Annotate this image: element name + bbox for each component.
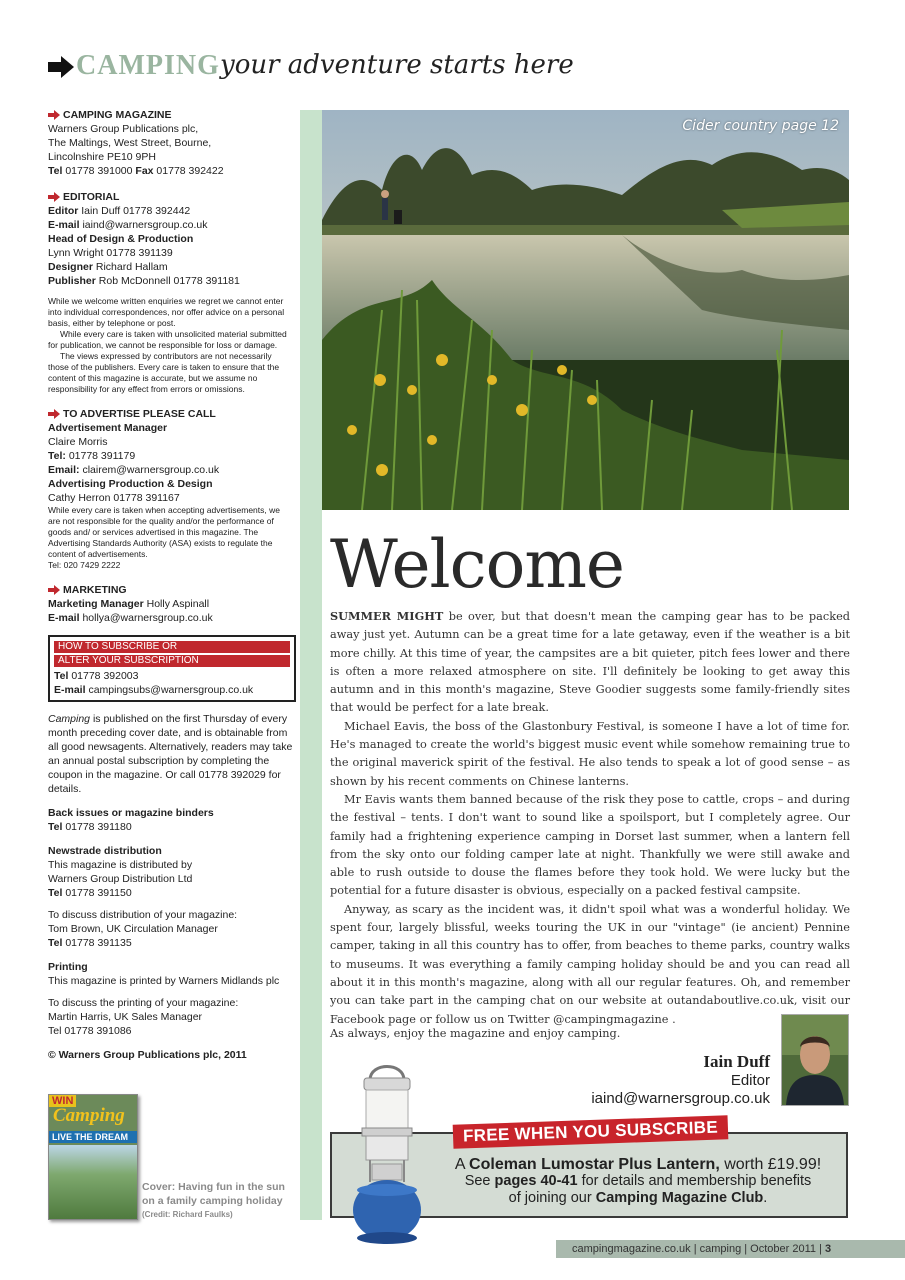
cover-logo: Camping (53, 1105, 125, 1126)
subscribe-box (48, 635, 296, 702)
signature-role: Editor (730, 1072, 770, 1089)
ad-production-name: Cathy Herron 01778 391167 (48, 492, 180, 504)
design-head-label: Head of Design & Production (48, 233, 194, 245)
editor-line: Editor Iain Duff 01778 392442 (48, 205, 191, 217)
article-paragraph: Michael Eavis, the boss of the Glastonbury Festival, is someone I have a lot of time for. He's managed to create the world's biggest music event while somehow remaining true to the original maverick spirit of the festival. He also tends to speak a lot of good sense – as shown by his recent comments on Chinese lanterns. (330, 719, 850, 788)
cover-credit: (Credit: Richard Faulks) (142, 1210, 233, 1219)
photo-caption: Cider country page 12 (682, 118, 839, 134)
marketing-manager-line: Marketing Manager Holly Aspinall (48, 598, 210, 610)
signature-email[interactable]: iaind@warnersgroup.co.uk (591, 1090, 770, 1107)
design-head-name: Lynn Wright 01778 391139 (48, 247, 173, 259)
editor-portrait (781, 1014, 849, 1106)
copyright: © Warners Group Publications plc, 2011 (48, 1049, 247, 1061)
disclaimer: While we welcome written enquiries we regret we cannot enter into individual correspondences, nor offer advice on a personal basis, either by telephone or post. While every care is taken with unsolicited material submitted for publication, we cannot be responsible for loss or damage. The views expressed by contributors are not necessarily those of the publishers. Every care is taken to ensure that the content of this magazine is accurate, but we assume no responsibility for any effect from errors or omissions. (48, 296, 287, 394)
ad-manager-name: Claire Morris (48, 436, 108, 448)
cover-dream-label: LIVE THE DREAM (49, 1131, 138, 1143)
promo-line-3: of joining our Camping Magazine Club. (508, 1190, 768, 1206)
masthead-column (48, 108, 293, 1062)
editorial-heading: EDITORIAL (48, 190, 293, 204)
arrow-right-icon (48, 56, 74, 78)
marketing-email-line: E-mail hollya@warnersgroup.co.uk (48, 612, 213, 624)
red-arrow-icon (48, 110, 60, 120)
red-arrow-icon (48, 585, 60, 595)
lake-scene-graphic (322, 110, 849, 510)
signature-name: Iain Duff (703, 1052, 770, 1071)
subscribe-tel: Tel 01778 392003 (54, 670, 139, 682)
promo-text (420, 1156, 856, 1207)
marketing-heading: MARKETING (48, 583, 293, 597)
back-issues: Back issues or magazine binders Tel 01778 391180 (48, 807, 214, 833)
magazine-phone: Tel 01778 391000 Fax 01778 392422 (48, 165, 224, 177)
cover-scene (49, 1145, 137, 1219)
ad-email-link[interactable]: clairem@warnersgroup.co.uk (82, 464, 220, 476)
red-arrow-icon (48, 192, 60, 202)
subscribe-bar: HOW TO SUBSCRIBE OR (54, 641, 290, 653)
address-line: The Maltings, West Street, Bourne, (48, 137, 212, 149)
cover-win-label: WIN (49, 1095, 76, 1107)
designer-line: Designer Richard Hallam (48, 261, 168, 273)
page-number: 3 (825, 1243, 832, 1255)
ad-tel-line: Tel: 01778 391179 (48, 450, 136, 462)
printing: Printing This magazine is printed by Warners Midlands plc To discuss the printing of your magazine: Martin Harris, UK Sales Manager Tel 01778 391086 (48, 961, 280, 1037)
article-closing: As always, enjoy the magazine and enjoy camping. (330, 1027, 621, 1040)
publishing-note: Camping is published on the first Thursday of every month preceding cover date, and is obtainable from all good newsagents. Alternatively, readers may take an annual postal subscription by completing the coupon in the magazine. Or call 01778 392029 for details. (48, 713, 293, 795)
footer-issue: October 2011 (750, 1243, 817, 1255)
ad-manager-label: Advertisement Manager (48, 422, 168, 434)
green-strip (300, 110, 322, 1220)
promo-line-2: See pages 40-41 for details and membership benefits (464, 1173, 812, 1189)
section-tagline: your adventure starts here (220, 50, 574, 80)
editor-email-line: E-mail iaind@warnersgroup.co.uk (48, 219, 208, 231)
lantern-image (342, 1060, 432, 1250)
editor-email-link[interactable]: iaind@warnersgroup.co.uk (82, 219, 208, 231)
subscribe-email-link[interactable]: campingsubs@warnersgroup.co.uk (88, 684, 254, 696)
cover-thumbnail[interactable] (48, 1094, 138, 1220)
publisher-line: Publisher Rob McDonnell 01778 391181 (48, 275, 240, 287)
article-paragraph: Mr Eavis wants them banned because of the risk they pose to cattle, crops – and during the festival – tents. I don't want to sound like a spoilsport, but I completely agree. Our family had a frightening experience camping in Dorset last summer, when a lantern fell from the sky onto our folding camper late at night. Thankfully we were still awake and able to rush outside to douse the flames before they took hold. We were lucky but the potential for a future disaster is obvious, especially on a packed festival campsite. (330, 792, 850, 898)
ad-email-line: Email: clairem@warnersgroup.co.uk (48, 464, 220, 476)
article-body (330, 607, 850, 1029)
ad-note: While every care is taken when accepting advertisements, we are not responsible for the quality and/or the performance of goods and/ or services advertised in this magazine. The Advertising Standards Authority (ASA) exists to regulate the content of advertisements. Tel: 020 7429 2222 (48, 505, 280, 570)
article-title: Welcome (330, 526, 624, 603)
footer-site[interactable]: campingmagazine.co.uk (572, 1243, 691, 1255)
article-paragraph: SUMMER MIGHT be over, but that doesn't mean the camping gear has to be packed away just yet. Autumn can be a great time for a late getaway, even if the weather is a bit more chilly. At this time of year, the campsites are a bit quieter, pitch fees lower and there is often a more relaxed atmosphere on site. I'll definitely be looking to get away this autumn and in this month's magazine, Steve Goodier suggests some family-friendly sites that would be perfect for a late break. (330, 609, 850, 715)
footer-section: camping (699, 1243, 742, 1255)
red-arrow-icon (48, 409, 60, 419)
advertise-heading: TO ADVERTISE PLEASE CALL (48, 407, 293, 421)
subscribe-email-line: E-mail campingsubs@warnersgroup.co.uk (54, 684, 254, 696)
newstrade: Newstrade distribution This magazine is distributed by Warners Group Distribution Ltd Tel 01778 391150 To discuss distribution of your magazine: Tom Brown, UK Circulation Manager Tel 01778 391135 (48, 845, 238, 949)
article-paragraph: Anyway, as scary as the incident was, it didn't spoil what was a wonderful holiday. We spent four, largely blissful, weeks touring the UK in our "vintage" (ie ancient) Pennine camper, taking in all this country has to offer, from beaches to theme parks, country walks to museums. It was everything a family camping holiday should be and you can read all about it in this month's magazine, along with all our regular features. Oh, and remember you can take part in the camping chat on our website at outandaboutlive.co.uk, visit our Facebook page or follow us on Twitter @campingmagazine . (330, 902, 850, 1026)
magazine-heading: CAMPING MAGAZINE (48, 108, 293, 122)
promo-ribbon: FREE WHEN YOU SUBSCRIBE (453, 1115, 729, 1149)
section-title: CAMPING (76, 50, 220, 81)
cover-caption: Cover: Having fun in the sun on a family camping holiday (Credit: Richard Faulks) (142, 1180, 292, 1222)
address-line: Lincolnshire PE10 9PH (48, 151, 156, 163)
promo-line-1: A Coleman Lumostar Plus Lantern, worth £19.99! (454, 1156, 822, 1173)
page-footer: campingmagazine.co.uk | camping | October 2011 | 3 (556, 1240, 905, 1258)
lake-photo (322, 110, 849, 510)
marketing-email-link[interactable]: hollya@warnersgroup.co.uk (82, 612, 213, 624)
subscribe-bar: ALTER YOUR SUBSCRIPTION (54, 655, 290, 667)
address-line: Warners Group Publications plc, (48, 123, 199, 135)
ad-production-label: Advertising Production & Design (48, 478, 213, 490)
